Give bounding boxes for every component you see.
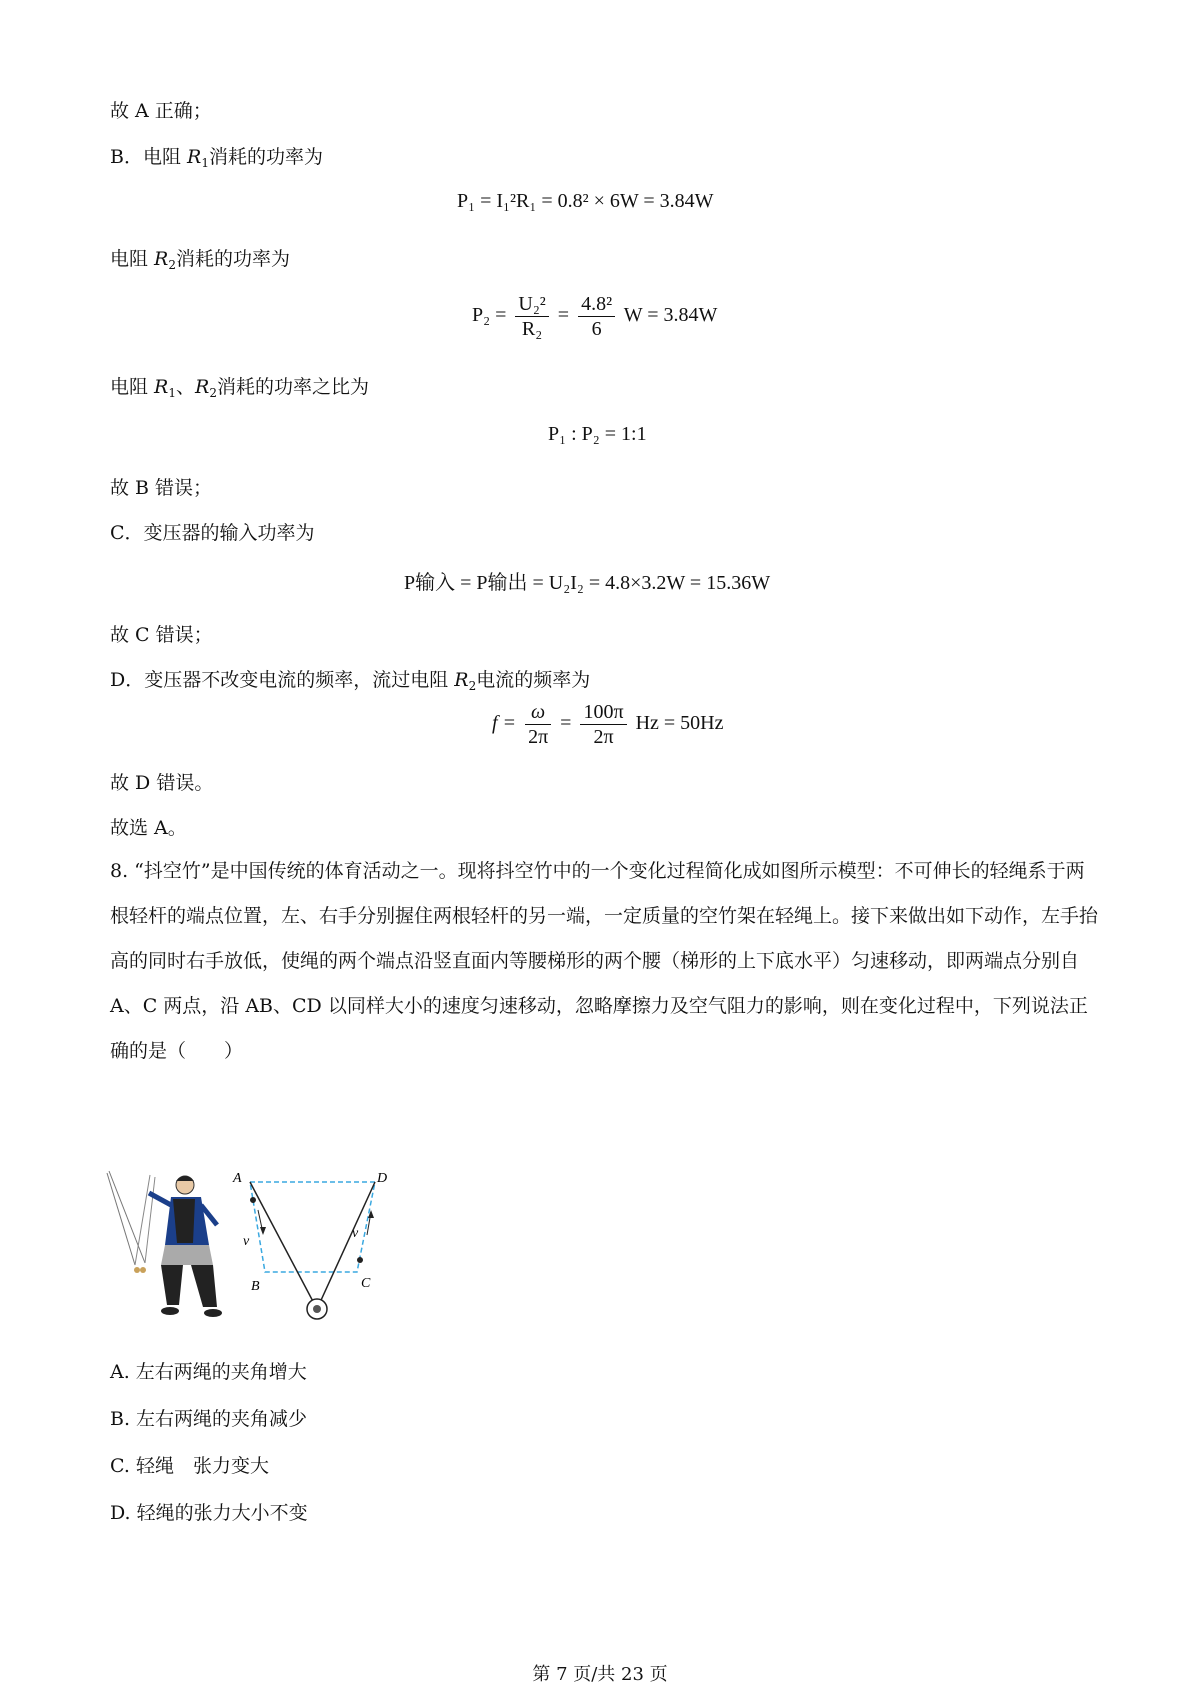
final-answer: 故选 A。 [110,817,187,839]
option-a: A. 左右两绳的夹角增大 [110,1361,307,1383]
option-c-heading: C．变压器的输入功率为 [110,522,315,544]
p2-left: P₂ = [472,304,507,327]
equation-input-power: P输入 = P输出 = U₂I₂ = 4.8×3.2W = 15.36W [404,572,771,594]
r2-power-heading: 电阻 $R_2$消耗的功率为 [110,248,291,272]
f-fraction-2 [580,700,626,749]
f-num1: ω [525,700,551,725]
p2-right: W = 3.84W [623,304,718,327]
option-b-prefix: B．电阻 [110,146,188,168]
power-ratio-heading: 电阻 $R_1$、$R_2$消耗的功率之比为 [110,376,369,400]
p2-fraction-1 [515,292,548,341]
option-d: D. 轻绳的张力大小不变 [110,1502,308,1524]
p2-fraction-2 [578,292,615,341]
option-c: C. 轻绳 张力变大 [110,1455,269,1477]
r2-suffix: 消耗的功率为 [176,248,291,270]
d-suffix: 电流的频率为 [476,669,591,691]
conclusion-c-wrong: 故 C 错误； [110,624,213,646]
label-c: C [361,1276,371,1291]
equation-frequency: f = $\frac{\omega}{2\pi}$ = $\frac{100\pi}{2\pi}$ Hz = 50Hz [492,701,724,748]
equation-p2: P₂ = $\frac{\text{U₂²}}{\text{R₂}}$ = $\frac{\text{4.8²}}{6}$ W = 3.84W [472,293,718,340]
f-fraction-1 [525,700,551,749]
f-right: Hz = 50Hz [635,712,724,735]
label-b: B [251,1279,260,1294]
option-b-heading: B．电阻 $R_1$消耗的功率为 [110,146,323,170]
ratio-prefix: 电阻 [110,376,155,398]
ratio-mid: 、 [176,376,196,398]
label-a: A [233,1171,242,1186]
kongzhu-figure [105,1165,425,1345]
p2-den2: 6 [591,318,602,340]
equation-p1: P₁ = I₁²R₁ = 0.8² × 6W = 3.84W [457,190,714,212]
ratio-suffix: 消耗的功率之比为 [216,376,369,398]
conclusion-a-correct: 故 A 正确； [110,100,212,122]
conclusion-d-wrong: 故 D 错误。 [110,772,214,794]
label-v-right: v [352,1226,359,1241]
question-figure [105,1165,425,1345]
f-den1: 2π [528,726,549,748]
f-num2: 100π [580,700,626,725]
d-prefix: D．变压器不改变电流的频率，流过电阻 [110,669,455,691]
p2-num1: U₂² [515,292,548,317]
option-b: B. 左右两绳的夹角减少 [110,1408,308,1430]
player-illustration [107,1171,222,1317]
option-d-heading: D．变压器不改变电流的频率，流过电阻 $R_2$电流的频率为 [110,669,591,693]
p2-num2: 4.8² [578,292,615,317]
f-den2: 2π [593,726,614,748]
label-d: D [377,1171,388,1186]
r2-prefix: 电阻 [110,248,155,270]
trapezoid-model [250,1182,375,1319]
conclusion-b-wrong: 故 B 错误； [110,477,213,499]
label-v-left: v [243,1234,250,1249]
option-b-suffix: 消耗的功率为 [208,146,323,168]
equation-ratio: P₁ : P₂ = 1:1 [548,423,647,445]
f-left: f = [492,712,517,735]
page-footer: 第 7 页/共 23 页 [532,1664,668,1685]
question-8-text: 8. “抖空竹”是中国传统的体育活动之一。现将抖空竹中的一个变化过程简化成如图所示模型：不可伸长的轻绳系于两根轻杆的端点位置，左、右手分别握住两根轻杆的另一端，一定质量的空竹架在轻绳上。接下来做出如下动作，左手抬高的同时右手放低，使绳的两个端点沿竖直面内等腰梯形的两个腰（梯形的上下底水平）匀速移动，即两端点分别自 A、C 两点，沿 AB、CD 以同样大小的速度匀速移动，忽略摩擦力及空气阻力的影响，则在变化过程中，下列说法正确的是（ ） [110,860,1099,1062]
p2-den1: R₂ [521,318,543,340]
